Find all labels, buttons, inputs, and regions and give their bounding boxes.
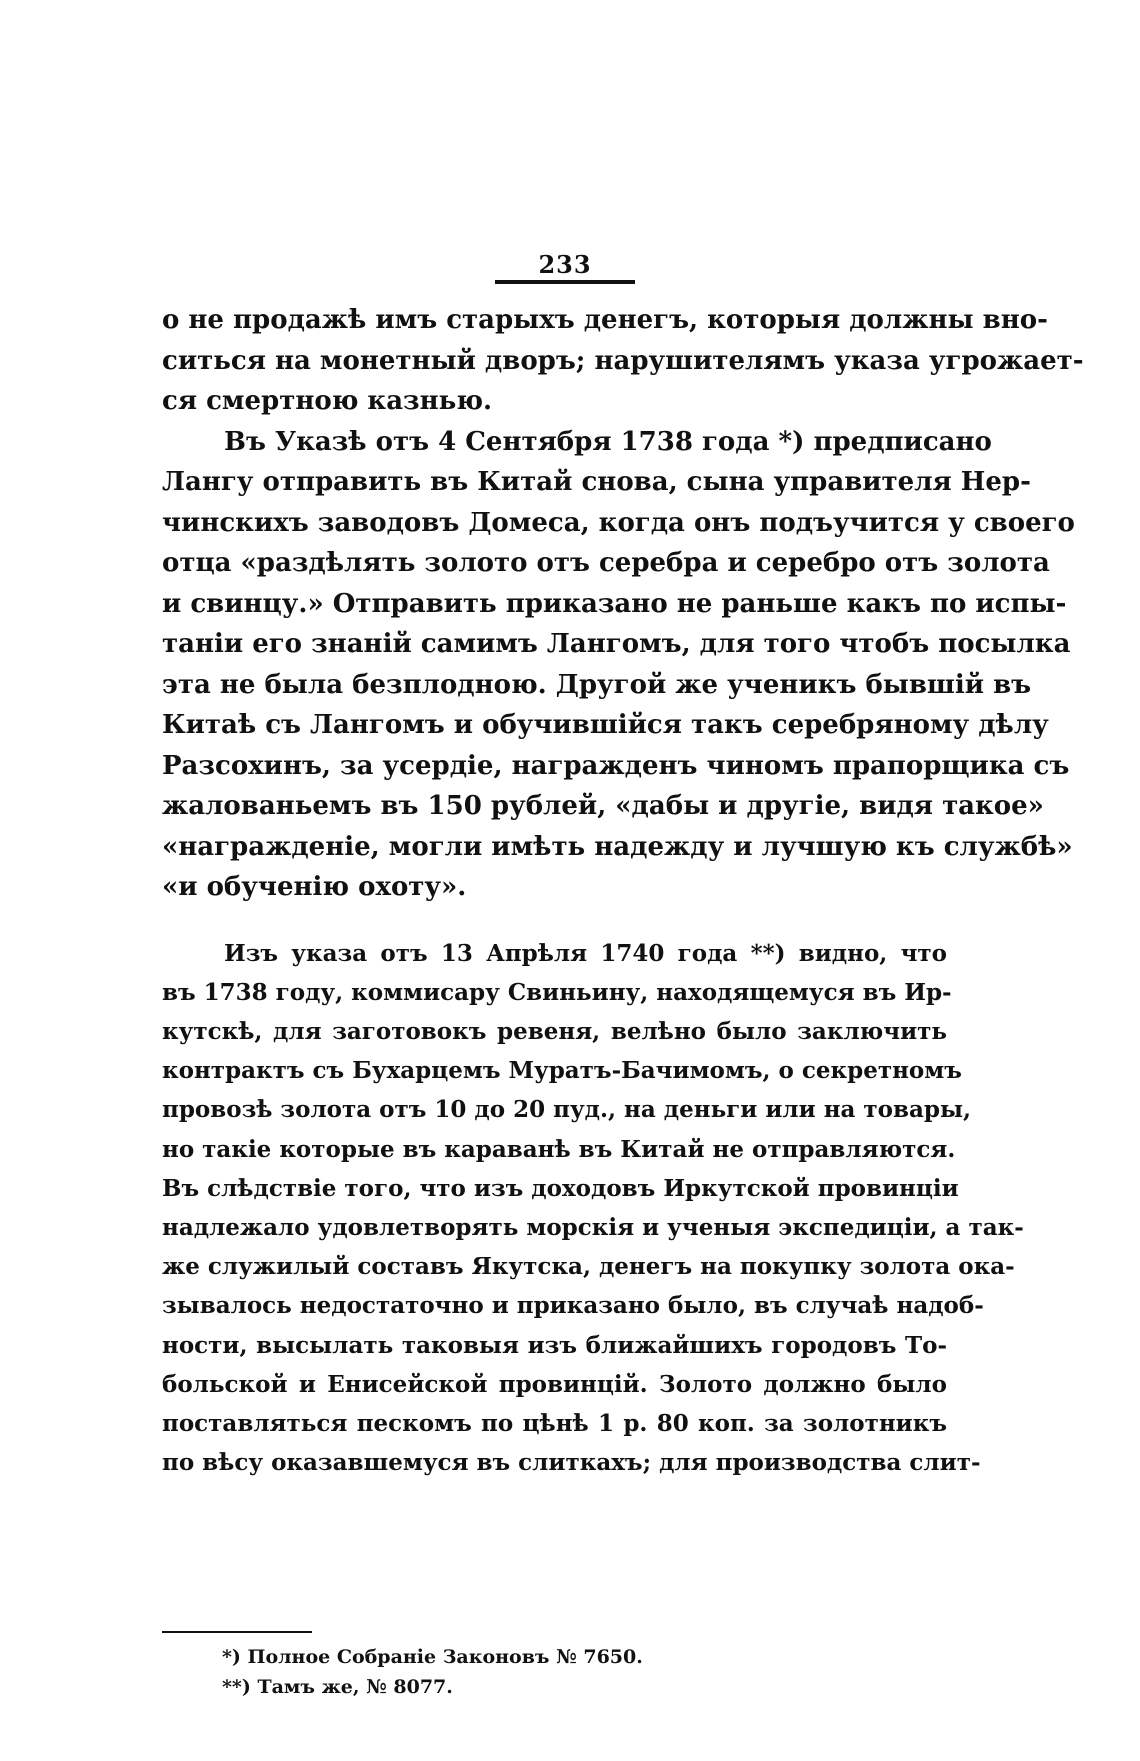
text-line: провозѣ золота отъ 10 до 20 пуд., на деньги или на товары, [162,1096,972,1124]
text-line: Китаѣ съ Лангомъ и обучившійся такъ серебряному дѣлу [162,710,1049,740]
text-line: Изъ указа отъ 13 Апрѣля 1740 года **) видно, что [224,939,947,967]
text-line: по вѣсу оказавшемуся въ слиткахъ; для производства слит- [162,1449,981,1477]
footnotes [222,1642,722,1702]
text-line: «и обученію охоту». [162,872,467,902]
text-line: Лангу отправить въ Китай снова, сына управителя Нер- [162,467,1031,497]
text-line: ности, высылать таковыя изъ ближайшихъ городовъ То- [162,1331,947,1359]
text-line: же служилый составъ Якутска, денегъ на покупку золота ока- [162,1253,1015,1281]
text-line: «награжденіе, могли имѣть надежду и лучшую къ службѣ» [162,831,1073,862]
text-line: Разсохинъ, за усердіе, награжденъ чиномъ прапорщика съ [162,750,1070,781]
text-line: Въ слѣдствіе того, что изъ доходовъ Иркутской провинціи [162,1174,959,1202]
text-line: ситься на монетный дворъ; нарушителямъ указа угрожает- [162,345,1084,376]
footnote-rule [162,1631,312,1633]
footnote: **) Тамъ же, № 8077. [222,1676,453,1698]
text-line: контрактъ съ Бухарцемъ Муратъ-Бачимомъ, о секретномъ [162,1057,962,1085]
text-line: эта не была безплодною. Другой же ученикъ бывшій въ [162,669,1032,700]
text-line: больской и Енисейской провинцій. Золото должно было [162,1370,947,1398]
text-line: о не продажѣ имъ старыхъ денегъ, которыя должны вно- [162,305,1048,335]
text-line: зывалось недостаточно и приказано было, въ случаѣ надоб- [162,1292,984,1320]
header-rule [495,280,635,284]
text-line: надлежало удовлетворять морскія и ученыя экспедиціи, а так- [162,1213,1024,1241]
page-number: 233 [538,250,592,279]
text-line: отца «раздѣлять золото отъ серебра и серебро отъ золота [162,548,1050,578]
text-line: ся смертною казнью. [162,386,493,416]
text-line: чинскихъ заводовъ Домеса, когда онъ подъучится у своего [162,507,1075,538]
text-line: Въ Указѣ отъ 4 Сентября 1738 года *) предписано [224,426,992,457]
text-line: кутскѣ, для заготовокъ ревеня, велѣно было заключить [162,1017,947,1045]
footnote: *) Полное Собраніе Законовъ № 7650. [222,1646,643,1668]
text-line: и свинцу.» Отправить приказано не раньше какъ по испы- [162,588,1067,619]
text-line: жалованьемъ въ 150 рублей, «дабы и другіе, видя такое» [162,791,1044,821]
paragraph-1 [162,300,1084,908]
text-line: въ 1738 году, коммисару Свиньину, находящемуся въ Ир- [162,978,952,1006]
text-line: но такіе которые въ караванѣ въ Китай не отправляются. [162,1135,956,1163]
text-line: таніи его знаній самимъ Лангомъ, для того чтобъ посылка [162,629,1071,659]
text-line: поставляться пескомъ по цѣнѣ 1 р. 80 коп. за золотникъ [162,1409,947,1437]
paragraph-2 [162,934,1024,1483]
body-text [162,300,1084,1482]
